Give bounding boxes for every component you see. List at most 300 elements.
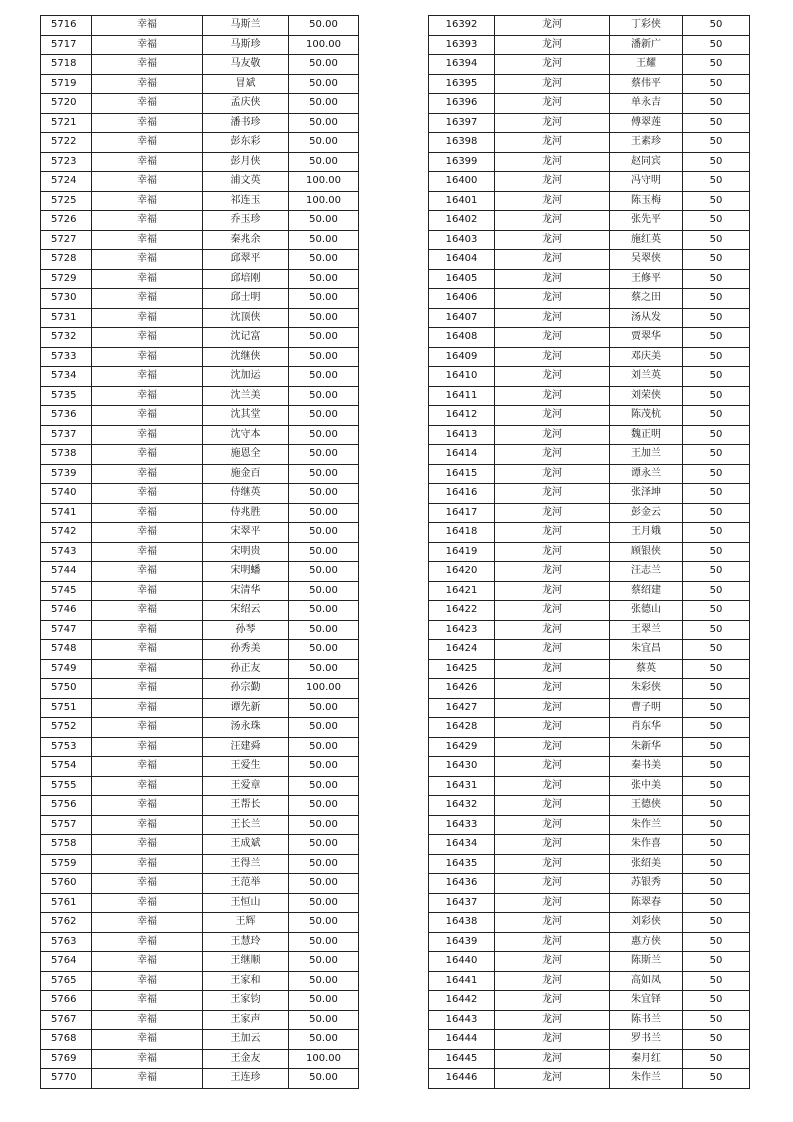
amount-cell: 50 [683,913,750,933]
person-name-cell: 陈斯兰 [610,952,683,972]
table-row [429,464,750,484]
table-row [429,74,750,94]
record-id-cell: 5747 [41,620,92,640]
person-name-cell: 张德山 [610,601,683,621]
table-row [41,562,359,582]
village-cell: 幸福 [92,113,203,133]
amount-cell: 100.00 [289,679,359,699]
amount-cell: 50 [683,425,750,445]
amount-cell: 50.00 [289,1030,359,1050]
table-row [41,347,359,367]
record-id-cell: 16396 [429,94,495,114]
amount-cell: 50 [683,211,750,231]
table-row [41,776,359,796]
person-name-cell: 魏正明 [610,425,683,445]
record-id-cell: 16440 [429,952,495,972]
table-row [429,328,750,348]
record-id-cell: 5718 [41,55,92,75]
amount-cell: 50.00 [289,133,359,153]
record-id-cell: 16430 [429,757,495,777]
person-name-cell: 刘彩侠 [610,913,683,933]
record-id-cell: 16443 [429,1010,495,1030]
table-row [41,386,359,406]
record-id-cell: 5728 [41,250,92,270]
person-name-cell: 汤永珠 [203,718,289,738]
person-name-cell: 王金友 [203,1049,289,1069]
record-id-cell: 5743 [41,542,92,562]
record-id-cell: 16410 [429,367,495,387]
person-name-cell: 汤从发 [610,308,683,328]
person-name-cell: 秦兆余 [203,230,289,250]
village-cell: 龙河 [495,1049,610,1069]
village-cell: 幸福 [92,893,203,913]
village-cell: 龙河 [495,757,610,777]
amount-cell: 50.00 [289,640,359,660]
table-row [429,94,750,114]
person-name-cell: 沈继侠 [203,347,289,367]
amount-cell: 50 [683,74,750,94]
person-name-cell: 邓庆美 [610,347,683,367]
table-row [429,854,750,874]
amount-cell: 50 [683,250,750,270]
record-id-cell: 16445 [429,1049,495,1069]
village-cell: 幸福 [92,94,203,114]
table-row [41,932,359,952]
amount-cell: 50 [683,776,750,796]
record-id-cell: 16427 [429,698,495,718]
amount-cell: 50.00 [289,835,359,855]
amount-cell: 50 [683,874,750,894]
amount-cell: 50 [683,16,750,36]
person-name-cell: 贾翠华 [610,328,683,348]
record-id-cell: 5732 [41,328,92,348]
amount-cell: 50.00 [289,406,359,426]
person-name-cell: 肖东华 [610,718,683,738]
person-name-cell: 王耀 [610,55,683,75]
village-cell: 幸福 [92,835,203,855]
table-row [429,542,750,562]
village-cell: 龙河 [495,1030,610,1050]
village-cell: 龙河 [495,523,610,543]
person-name-cell: 曹子明 [610,698,683,718]
table-row [41,250,359,270]
village-cell: 幸福 [92,328,203,348]
amount-cell: 50 [683,581,750,601]
record-id-cell: 16418 [429,523,495,543]
person-name-cell: 朱作兰 [610,815,683,835]
table-row [41,113,359,133]
person-name-cell: 王帮长 [203,796,289,816]
village-cell: 龙河 [495,328,610,348]
table-row [429,796,750,816]
table-row [429,952,750,972]
village-cell: 龙河 [495,425,610,445]
village-cell: 幸福 [92,367,203,387]
amount-cell: 50 [683,815,750,835]
person-name-cell: 孙宗勤 [203,679,289,699]
record-id-cell: 5757 [41,815,92,835]
record-id-cell: 16406 [429,289,495,309]
table-row [429,113,750,133]
person-name-cell: 孙琴 [203,620,289,640]
person-name-cell: 陈茂杭 [610,406,683,426]
amount-cell: 50 [683,971,750,991]
village-cell: 龙河 [495,815,610,835]
amount-cell: 50 [683,835,750,855]
village-cell: 幸福 [92,1030,203,1050]
person-name-cell: 朱作喜 [610,835,683,855]
village-cell: 幸福 [92,191,203,211]
record-id-cell: 5733 [41,347,92,367]
person-name-cell: 邱翠平 [203,250,289,270]
village-cell: 龙河 [495,874,610,894]
amount-cell: 50 [683,289,750,309]
village-cell: 龙河 [495,133,610,153]
record-id-cell: 5755 [41,776,92,796]
amount-cell: 50 [683,133,750,153]
village-cell: 龙河 [495,484,610,504]
amount-cell: 50.00 [289,464,359,484]
record-id-cell: 5754 [41,757,92,777]
person-name-cell: 丁彩侠 [610,16,683,36]
table-row [41,835,359,855]
table-row [429,757,750,777]
amount-cell: 50.00 [289,698,359,718]
village-cell: 幸福 [92,55,203,75]
amount-cell: 50 [683,679,750,699]
amount-cell: 50.00 [289,659,359,679]
record-id-cell: 5746 [41,601,92,621]
record-id-cell: 16408 [429,328,495,348]
table-row [41,913,359,933]
person-name-cell: 王慧玲 [203,932,289,952]
record-id-cell: 16436 [429,874,495,894]
village-cell: 龙河 [495,347,610,367]
amount-cell: 50 [683,620,750,640]
village-cell: 幸福 [92,269,203,289]
record-id-cell: 5761 [41,893,92,913]
village-cell: 龙河 [495,1010,610,1030]
record-id-cell: 16393 [429,35,495,55]
person-name-cell: 张泽坤 [610,484,683,504]
record-id-cell: 5768 [41,1030,92,1050]
person-name-cell: 秦月红 [610,1049,683,1069]
table-row [41,172,359,192]
record-id-cell: 16428 [429,718,495,738]
amount-cell: 50 [683,640,750,660]
table-row [41,581,359,601]
amount-cell: 50.00 [289,94,359,114]
person-name-cell: 张先平 [610,211,683,231]
amount-cell: 100.00 [289,1049,359,1069]
table-row [429,971,750,991]
village-cell: 龙河 [495,1069,610,1089]
table-row [429,386,750,406]
person-name-cell: 傅翠莲 [610,113,683,133]
amount-cell: 50 [683,601,750,621]
village-cell: 龙河 [495,35,610,55]
village-cell: 龙河 [495,913,610,933]
amount-cell: 50 [683,113,750,133]
person-name-cell: 孟庆侠 [203,94,289,114]
village-cell: 幸福 [92,308,203,328]
record-id-cell: 5740 [41,484,92,504]
person-name-cell: 王爱生 [203,757,289,777]
table-row [429,1049,750,1069]
record-id-cell: 16394 [429,55,495,75]
person-name-cell: 沈守本 [203,425,289,445]
village-cell: 幸福 [92,620,203,640]
record-id-cell: 16399 [429,152,495,172]
record-id-cell: 16424 [429,640,495,660]
table-row [429,718,750,738]
table-row [429,308,750,328]
person-name-cell: 马斯珍 [203,35,289,55]
record-id-cell: 5723 [41,152,92,172]
record-id-cell: 5738 [41,445,92,465]
table-row [429,347,750,367]
amount-cell: 50.00 [289,230,359,250]
table-row [429,16,750,36]
amount-cell: 50 [683,698,750,718]
person-name-cell: 王月娥 [610,523,683,543]
person-name-cell: 赵同宾 [610,152,683,172]
table-row [429,659,750,679]
village-cell: 幸福 [92,718,203,738]
record-id-cell: 16411 [429,386,495,406]
record-id-cell: 5734 [41,367,92,387]
record-id-cell: 16437 [429,893,495,913]
person-name-cell: 谭先新 [203,698,289,718]
village-cell: 幸福 [92,230,203,250]
amount-cell: 50 [683,503,750,523]
amount-cell: 50 [683,152,750,172]
table-row [41,484,359,504]
village-cell: 龙河 [495,854,610,874]
amount-cell: 50.00 [289,250,359,270]
amount-cell: 50 [683,35,750,55]
amount-cell: 50.00 [289,347,359,367]
record-id-cell: 16419 [429,542,495,562]
amount-cell: 50 [683,406,750,426]
record-id-cell: 16420 [429,562,495,582]
village-cell: 幸福 [92,35,203,55]
village-cell: 龙河 [495,776,610,796]
person-name-cell: 王加云 [203,1030,289,1050]
table-row [41,464,359,484]
right-roster-body [429,16,750,1089]
village-cell: 幸福 [92,347,203,367]
table-row [41,893,359,913]
person-name-cell: 宋明贵 [203,542,289,562]
person-name-cell: 沈记富 [203,328,289,348]
record-id-cell: 5717 [41,35,92,55]
person-name-cell: 王连珍 [203,1069,289,1089]
table-row [429,289,750,309]
table-row [429,1030,750,1050]
amount-cell: 50.00 [289,620,359,640]
record-id-cell: 16392 [429,16,495,36]
table-row [41,133,359,153]
village-cell: 幸福 [92,386,203,406]
village-cell: 龙河 [495,562,610,582]
person-name-cell: 蔡伟平 [610,74,683,94]
record-id-cell: 16398 [429,133,495,153]
table-row [429,1069,750,1089]
person-name-cell: 沈加运 [203,367,289,387]
amount-cell: 100.00 [289,172,359,192]
village-cell: 龙河 [495,581,610,601]
amount-cell: 50 [683,562,750,582]
village-cell: 幸福 [92,542,203,562]
person-name-cell: 乔玉珍 [203,211,289,231]
person-name-cell: 施红英 [610,230,683,250]
amount-cell: 50 [683,347,750,367]
village-cell: 幸福 [92,796,203,816]
person-name-cell: 蔡之田 [610,289,683,309]
table-row [41,308,359,328]
record-id-cell: 16444 [429,1030,495,1050]
person-name-cell: 朱新华 [610,737,683,757]
table-row [429,269,750,289]
village-cell: 幸福 [92,211,203,231]
table-row [429,445,750,465]
amount-cell: 50.00 [289,308,359,328]
record-id-cell: 5737 [41,425,92,445]
village-cell: 幸福 [92,74,203,94]
amount-cell: 50.00 [289,581,359,601]
person-name-cell: 祁连玉 [203,191,289,211]
person-name-cell: 孙正友 [203,659,289,679]
village-cell: 幸福 [92,737,203,757]
amount-cell: 50 [683,952,750,972]
table-row [41,503,359,523]
person-name-cell: 沈顶侠 [203,308,289,328]
amount-cell: 50.00 [289,601,359,621]
village-cell: 龙河 [495,289,610,309]
record-id-cell: 16434 [429,835,495,855]
table-row [41,406,359,426]
amount-cell: 50 [683,172,750,192]
record-id-cell: 5751 [41,698,92,718]
record-id-cell: 5745 [41,581,92,601]
record-id-cell: 5748 [41,640,92,660]
village-cell: 龙河 [495,893,610,913]
table-row [429,503,750,523]
person-name-cell: 顾银侠 [610,542,683,562]
person-name-cell: 王素珍 [610,133,683,153]
record-id-cell: 5756 [41,796,92,816]
record-id-cell: 16409 [429,347,495,367]
table-row [41,874,359,894]
person-name-cell: 王家钧 [203,991,289,1011]
amount-cell: 50.00 [289,152,359,172]
person-name-cell: 王恒山 [203,893,289,913]
table-row [429,562,750,582]
village-cell: 幸福 [92,133,203,153]
person-name-cell: 施恩全 [203,445,289,465]
village-cell: 幸福 [92,250,203,270]
record-id-cell: 5719 [41,74,92,94]
table-row [41,1069,359,1089]
village-cell: 幸福 [92,776,203,796]
person-name-cell: 王家和 [203,971,289,991]
village-cell: 龙河 [495,172,610,192]
village-cell: 龙河 [495,269,610,289]
record-id-cell: 16441 [429,971,495,991]
record-id-cell: 5763 [41,932,92,952]
village-cell: 龙河 [495,250,610,270]
record-id-cell: 16395 [429,74,495,94]
village-cell: 龙河 [495,16,610,36]
table-row [41,328,359,348]
amount-cell: 50 [683,367,750,387]
person-name-cell: 彭东彩 [203,133,289,153]
amount-cell: 50.00 [289,971,359,991]
person-name-cell: 王继顺 [203,952,289,972]
table-row [429,835,750,855]
amount-cell: 50 [683,523,750,543]
village-cell: 龙河 [495,308,610,328]
table-row [429,172,750,192]
village-cell: 龙河 [495,796,610,816]
amount-cell: 50.00 [289,523,359,543]
amount-cell: 50.00 [289,913,359,933]
record-id-cell: 16403 [429,230,495,250]
person-name-cell: 孙秀美 [203,640,289,660]
amount-cell: 50 [683,893,750,913]
amount-cell: 50 [683,484,750,504]
table-row [429,698,750,718]
amount-cell: 50.00 [289,1010,359,1030]
village-cell: 幸福 [92,991,203,1011]
village-cell: 龙河 [495,230,610,250]
table-row [41,991,359,1011]
person-name-cell: 邱士明 [203,289,289,309]
person-name-cell: 蔡绍建 [610,581,683,601]
person-name-cell: 单永吉 [610,94,683,114]
person-name-cell: 邱培刚 [203,269,289,289]
record-id-cell: 16416 [429,484,495,504]
village-cell: 龙河 [495,991,610,1011]
table-row [429,932,750,952]
table-row [41,601,359,621]
record-id-cell: 16423 [429,620,495,640]
record-id-cell: 16439 [429,932,495,952]
village-cell: 幸福 [92,1069,203,1089]
table-row [429,230,750,250]
person-name-cell: 苏银秀 [610,874,683,894]
record-id-cell: 16421 [429,581,495,601]
table-row [429,523,750,543]
person-name-cell: 朱宜昌 [610,640,683,660]
amount-cell: 50.00 [289,328,359,348]
person-name-cell: 陈玉梅 [610,191,683,211]
amount-cell: 50 [683,718,750,738]
table-row [429,679,750,699]
village-cell: 幸福 [92,425,203,445]
record-id-cell: 5731 [41,308,92,328]
record-id-cell: 5725 [41,191,92,211]
record-id-cell: 16435 [429,854,495,874]
person-name-cell: 惠方侠 [610,932,683,952]
amount-cell: 50.00 [289,269,359,289]
village-cell: 龙河 [495,464,610,484]
amount-cell: 50 [683,1030,750,1050]
amount-cell: 50.00 [289,55,359,75]
village-cell: 幸福 [92,152,203,172]
table-row [429,250,750,270]
